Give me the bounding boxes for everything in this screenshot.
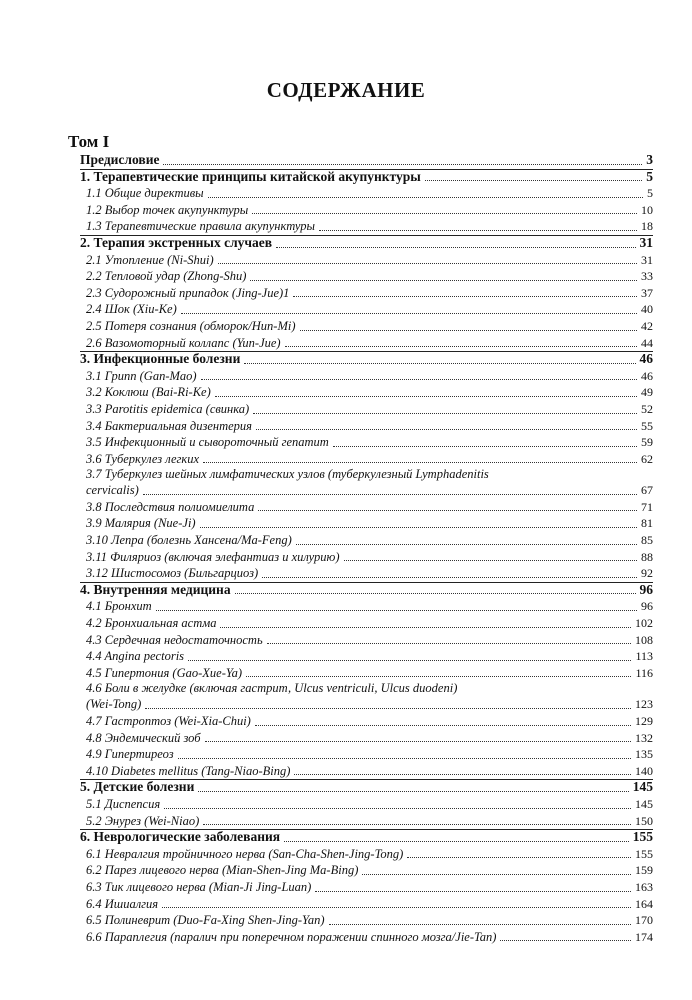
toc-entry[interactable] — [80, 499, 653, 516]
dot-leader — [255, 725, 631, 726]
toc-entry[interactable] — [80, 912, 653, 929]
toc-entry-title: 2.4 Шок (Xiu-Ke) — [86, 302, 177, 317]
toc-page-number: 62 — [641, 451, 653, 466]
toc-entry[interactable] — [80, 681, 653, 696]
toc-entry-title: 2. Терапия экстренных случаев — [80, 234, 273, 250]
dot-leader — [178, 758, 631, 759]
dot-leader — [203, 462, 637, 463]
toc-entry[interactable] — [80, 696, 653, 713]
toc-chapter[interactable] — [80, 582, 653, 599]
toc-entry-title: 1.3 Терапевтические правила акупунктуры — [86, 219, 316, 234]
toc-entry-title: 2.3 Судорожный припадок (Jing-Jue)1 — [86, 285, 290, 300]
dot-leader — [246, 676, 631, 677]
toc-page-number: 116 — [635, 665, 653, 680]
toc-page-number: 67 — [641, 483, 653, 498]
toc-chapter[interactable] — [80, 351, 653, 368]
toc-page-number: 81 — [641, 516, 653, 531]
dot-leader — [333, 446, 637, 447]
toc-entry[interactable] — [80, 746, 653, 763]
toc-entry-title: 6.2 Парез лицевого нерва (Mian-Shen-Jing Ma-Bing) — [86, 863, 359, 878]
toc-entry-title: 3.4 Бактериальная дизентерия — [86, 418, 252, 433]
toc-page-number: 159 — [635, 863, 653, 878]
toc-entry-title: 3.7 Туберкулез шейных лимфатических узлов (туберкулезный Lymphadenitis — [86, 467, 489, 482]
toc-entry[interactable] — [80, 202, 653, 219]
toc-page-number: 150 — [635, 813, 653, 828]
toc-entry-title: 4.6 Боли в желудке (включая гастрит, Ulcus ventriculi, Ulcus duodeni) — [86, 681, 458, 696]
dot-leader — [203, 824, 631, 825]
toc-entry-title: 4.8 Эндемический зоб — [86, 730, 201, 745]
toc-page-number: 46 — [641, 368, 653, 383]
dot-leader — [200, 527, 637, 528]
toc-entry[interactable] — [80, 451, 653, 468]
toc-entry[interactable] — [80, 862, 653, 879]
toc-entry[interactable] — [80, 763, 653, 780]
toc-entry-title: 1. Терапевтические принципы китайской акупунктуры — [80, 168, 421, 184]
dot-leader — [205, 741, 631, 742]
table-of-contents — [80, 152, 653, 945]
toc-entry[interactable] — [80, 648, 653, 665]
dot-leader — [294, 774, 631, 775]
toc-entry-title: 2.1 Утопление (Ni-Shui) — [86, 252, 214, 267]
dot-leader — [208, 197, 643, 198]
toc-entry-title: 2.6 Вазомоторный коллапс (Yun-Jue) — [86, 335, 281, 350]
toc-entry-title: 4.2 Бронхиальная астма — [86, 616, 217, 631]
toc-page-number: 113 — [635, 649, 653, 664]
toc-entry[interactable] — [80, 730, 653, 747]
dot-leader — [258, 510, 637, 511]
toc-page-number: 145 — [632, 779, 653, 795]
toc-page-number: 96 — [639, 581, 653, 597]
dot-leader — [253, 413, 637, 414]
toc-page-number: 49 — [641, 385, 653, 400]
toc-entry[interactable] — [80, 565, 653, 582]
toc-page-number: 164 — [635, 896, 653, 911]
toc-page-number: 3 — [646, 152, 653, 167]
toc-entry-title: 4.1 Бронхит — [86, 599, 152, 614]
toc-page-number: 129 — [635, 714, 653, 728]
dot-leader — [235, 593, 636, 594]
dot-leader — [285, 346, 637, 347]
toc-page-number: 155 — [632, 829, 653, 845]
dot-leader — [329, 924, 632, 925]
toc-entry[interactable] — [80, 813, 653, 830]
toc-entry-title: 3. Инфекционные болезни — [80, 351, 241, 367]
toc-entry-title: 4.7 Гастроптоз (Wei-Xia-Chui) — [86, 714, 251, 728]
toc-entry-title: 3.2 Коклюш (Bai-Ri-Ke) — [86, 385, 211, 400]
dot-leader — [181, 313, 637, 314]
toc-page-number: 135 — [635, 747, 653, 762]
dot-leader — [284, 841, 629, 842]
toc-page-number: 88 — [641, 549, 653, 564]
toc-entry-title: 3.11 Филяриоз (включая элефантиаз и хилурию) — [86, 549, 340, 564]
dot-leader — [220, 627, 631, 628]
page-title: СОДЕРЖАНИЕ — [266, 78, 426, 102]
toc-entry[interactable] — [80, 418, 653, 435]
toc-entry-title: 3.5 Инфекционный и сывороточный гепатит — [86, 435, 329, 450]
dot-leader — [319, 230, 637, 231]
toc-entry[interactable] — [80, 632, 653, 649]
toc-entry[interactable] — [80, 896, 653, 913]
toc-entry-title: Предисловие — [80, 152, 160, 167]
volume-heading: Том I — [68, 132, 110, 151]
dot-leader — [293, 296, 637, 297]
dot-leader — [164, 808, 631, 809]
toc-page-number: 46 — [639, 351, 653, 367]
toc-entry[interactable] — [80, 301, 653, 318]
dot-leader — [267, 643, 631, 644]
dot-leader — [296, 544, 637, 545]
toc-page-number: 108 — [635, 632, 653, 647]
toc-page-number: 174 — [635, 929, 653, 944]
toc-entry-title: 6.3 Тик лицевого нерва (Mian-Ji Jing-Luan) — [86, 879, 312, 894]
toc-entry-title: 4.3 Сердечная недостаточность — [86, 632, 263, 647]
toc-entry-title: 1.1 Общие директивы — [86, 186, 204, 201]
toc-entry[interactable] — [80, 285, 653, 302]
toc-entry[interactable] — [80, 185, 653, 202]
toc-entry[interactable] — [80, 929, 653, 946]
dot-leader — [256, 429, 637, 430]
toc-page-number: 59 — [641, 435, 653, 450]
toc-entry-title: 1.2 Выбор точек акупунктуры — [86, 202, 249, 217]
toc-page-number: 52 — [641, 401, 653, 416]
toc-entry[interactable] — [80, 879, 653, 896]
toc-chapter[interactable] — [80, 235, 653, 252]
toc-page-number: 10 — [641, 202, 653, 217]
toc-page-number: 132 — [635, 730, 653, 745]
toc-entry[interactable] — [80, 796, 653, 813]
toc-entry-title: 5.2 Энурез (Wei-Niao) — [86, 813, 200, 828]
toc-page-number: 44 — [641, 335, 653, 350]
toc-entry-title: 5. Детские болезни — [80, 779, 195, 795]
toc-page-number: 140 — [635, 763, 653, 778]
toc-page-number: 18 — [641, 219, 653, 234]
toc-entry-title: 4.10 Diabetes mellitus (Tang-Niao-Bing) — [86, 763, 291, 778]
toc-page-number: 31 — [639, 234, 653, 250]
toc-entry[interactable] — [80, 268, 653, 285]
dot-leader — [407, 857, 631, 858]
toc-entry-title: 3.6 Туберкулез легких — [86, 451, 200, 466]
toc-entry-title: 6.4 Ишиалгия — [86, 896, 159, 911]
dot-leader — [188, 660, 631, 661]
toc-entry[interactable] — [80, 384, 653, 401]
toc-page-number: 37 — [641, 285, 653, 300]
toc-entry[interactable] — [80, 434, 653, 451]
toc-page-number: 42 — [641, 318, 653, 333]
toc-chapter[interactable] — [80, 779, 653, 796]
toc-entry[interactable] — [80, 532, 653, 549]
toc-entry[interactable] — [80, 218, 653, 235]
toc-page-number: 170 — [635, 913, 653, 928]
toc-page-number: 5 — [647, 186, 653, 201]
dot-leader — [163, 164, 642, 165]
toc-entry-title: 3.1 Грипп (Gan-Mao) — [86, 368, 197, 383]
dot-leader — [252, 213, 637, 214]
toc-entry-title: 6.6 Параплегия (паралич при поперечном поражении спинного мозга/Jie-Tan) — [86, 929, 497, 944]
toc-entry-title: 5.1 Диспепсия — [86, 796, 161, 811]
toc-page-number: 163 — [635, 879, 653, 894]
toc-entry-title: 3.8 Последствия полиомиелита — [86, 499, 255, 514]
toc-entry[interactable] — [80, 467, 653, 482]
dot-leader — [250, 280, 637, 281]
dot-leader — [218, 263, 637, 264]
toc-page-number: 96 — [641, 599, 653, 614]
toc-page-number: 92 — [641, 566, 653, 581]
toc-page-number: 5 — [646, 168, 653, 184]
toc-chapter[interactable] — [80, 152, 653, 169]
toc-page-number: 71 — [641, 499, 653, 514]
toc-entry-title: 6.1 Невралгия тройничного нерва (San-Cha-Shen-Jing-Tong) — [86, 846, 404, 861]
toc-entry[interactable] — [80, 318, 653, 335]
dot-leader — [500, 940, 631, 941]
toc-entry[interactable] — [80, 335, 653, 352]
dot-leader — [198, 791, 628, 792]
toc-entry[interactable] — [80, 252, 653, 269]
dot-leader — [276, 247, 635, 248]
toc-entry-title: 4.4 Angina pectoris — [86, 649, 185, 664]
toc-page-number: 155 — [635, 846, 653, 861]
toc-page-number: 85 — [641, 533, 653, 548]
dot-leader — [201, 379, 637, 380]
toc-entry[interactable] — [80, 713, 653, 730]
toc-entry[interactable] — [80, 615, 653, 632]
toc-entry[interactable] — [80, 846, 653, 863]
toc-page-number: 145 — [635, 796, 653, 811]
toc-entry-title: 4. Внутренняя медицина — [80, 581, 231, 597]
toc-chapter[interactable] — [80, 169, 653, 186]
dot-leader — [262, 577, 637, 578]
toc-chapter[interactable] — [80, 829, 653, 846]
toc-entry[interactable] — [80, 598, 653, 615]
dot-leader — [162, 907, 631, 908]
dot-leader — [145, 708, 631, 709]
toc-entry-title: 2.5 Потеря сознания (обморок/Hun-Mi) — [86, 318, 296, 333]
dot-leader — [215, 396, 637, 397]
toc-entry-title: 4.9 Гипертиреоз — [86, 747, 174, 762]
dot-leader — [244, 363, 635, 364]
toc-page-number: 40 — [641, 302, 653, 317]
dot-leader — [300, 330, 637, 331]
toc-entry[interactable] — [80, 482, 653, 499]
toc-entry-title: 2.2 Тепловой удар (Zhong-Shu) — [86, 269, 247, 284]
dot-leader — [425, 180, 642, 181]
dot-leader — [344, 560, 637, 561]
toc-entry[interactable] — [80, 665, 653, 682]
dot-leader — [362, 874, 631, 875]
toc-entry[interactable] — [80, 401, 653, 418]
toc-entry-title: cervicalis) — [86, 483, 139, 498]
dot-leader — [143, 494, 637, 495]
toc-entry-title: 3.3 Parotitis epidemica (свинка) — [86, 401, 250, 416]
dot-leader — [315, 891, 631, 892]
toc-page-number: 55 — [641, 418, 653, 433]
toc-entry-title: (Wei-Tong) — [86, 697, 142, 712]
toc-entry-title: 6.5 Полиневрит (Duo-Fa-Xing Shen-Jing-Yan) — [86, 913, 325, 928]
dot-leader — [156, 610, 637, 611]
toc-page-number: 102 — [635, 616, 653, 631]
toc-entry-title: 3.9 Малярия (Nue-Ji) — [86, 516, 196, 531]
toc-page-number: 123 — [635, 697, 653, 712]
toc-entry-title: 4.5 Гипертония (Gao-Xue-Ya) — [86, 665, 243, 680]
toc-entry-title: 3.12 Шистосомоз (Бильгарциоз) — [86, 566, 259, 581]
toc-entry-title: 6. Неврологические заболевания — [80, 829, 281, 845]
toc-entry[interactable] — [80, 368, 653, 385]
toc-entry[interactable] — [80, 515, 653, 532]
toc-entry[interactable] — [80, 549, 653, 566]
toc-page-number: 33 — [641, 269, 653, 284]
toc-entry-title: 3.10 Лепра (болезнь Хансена/Ma-Feng) — [86, 533, 292, 548]
toc-page-number: 31 — [641, 252, 653, 267]
